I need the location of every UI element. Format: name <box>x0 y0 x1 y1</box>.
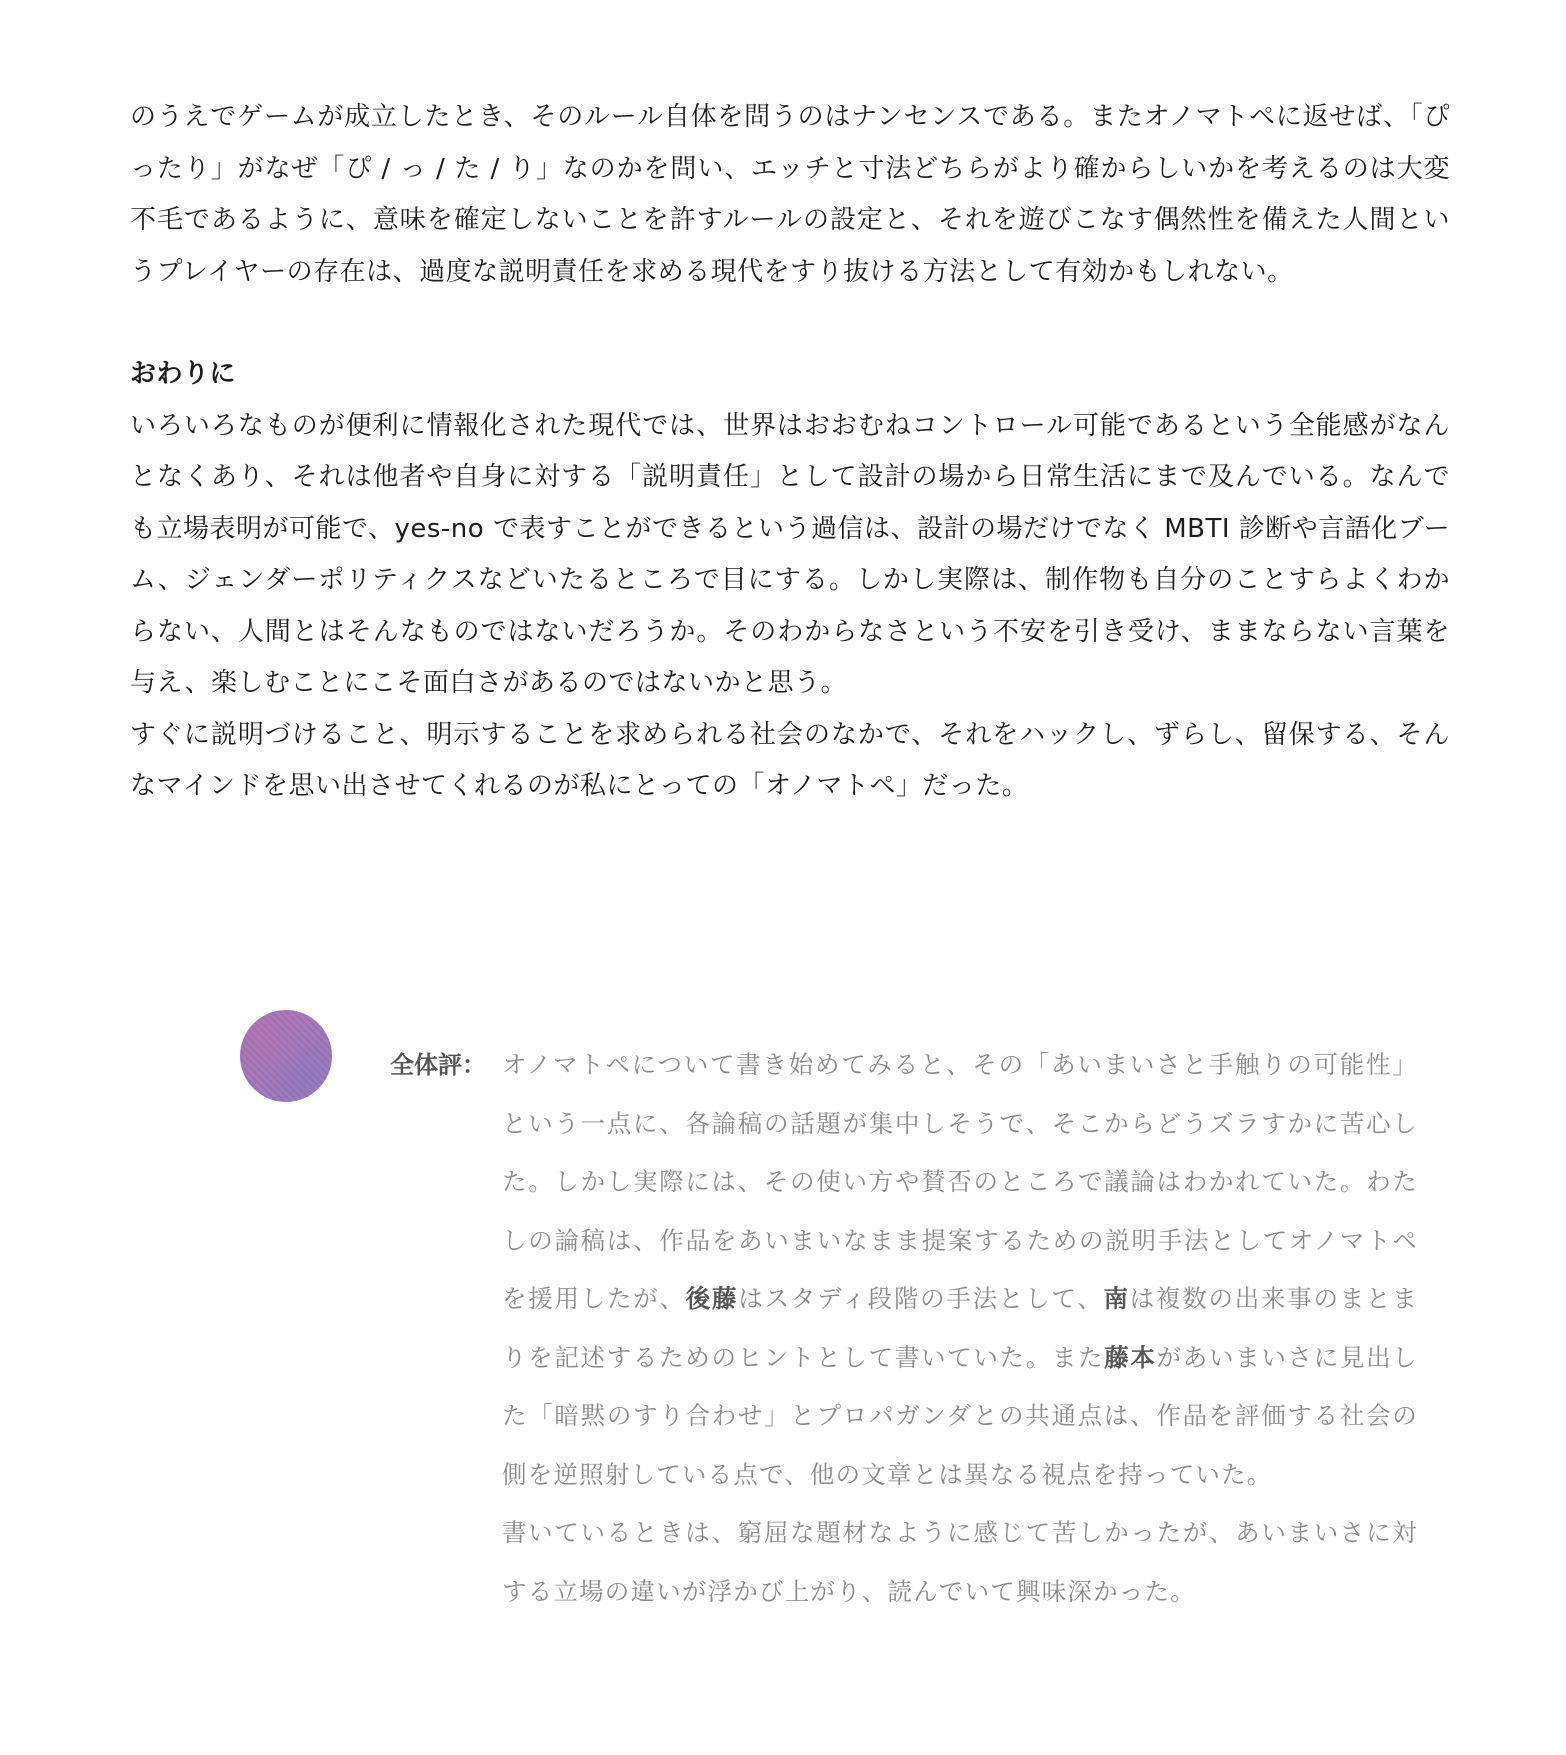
author-name: 藤本 <box>1104 1342 1157 1372</box>
comment-paragraph-2: 書いているときは、窮屈な題材なように感じて苦しかったが、あいまいさに対する立場の違いが浮かび上がり、読んでいて興味深かった。 <box>502 1518 1418 1606</box>
comment-text: があいまいさに見出した「暗黙のすり合わせ」とプロパガンダとの共通点は、作品を評価する社会の側を逆照射している点で、他の文章とは異なる視点を持っていた。 <box>502 1342 1418 1489</box>
section-heading-conclusion: おわりに <box>130 359 237 389</box>
avatar <box>240 1010 332 1102</box>
author-name: 南 <box>1103 1284 1130 1313</box>
author-name: 後藤 <box>685 1284 739 1313</box>
intro-paragraph: のうえでゲームが成立したとき、そのルール自体を問うのはナンセンスである。またオノマトペに返せば、「ぴったり」がなぜ「ぴ / っ / た / り」なのかを問い、エッチと寸法どちらがより確からしいかを考えるのは大変不毛であるように、意味を確定しないことを許すルールの設定と、それを遊びこなす偶然性を備えた人間というプレイヤーの存在は、過度な説明責任を求める現代をすり抜ける方法として有効かもしれない。 <box>130 102 1450 287</box>
comment-text: はスタディ段階の手法として、 <box>738 1284 1104 1313</box>
comment-text: オノマトペについて書き始めてみると、その「あいまいさと手触りの可能性」という一点に、各論稿の話題が集中しそうで、そこからどうズラすかに苦心した。しかし実際には、その使い方や賛否のところで議論はわかれていた。わたしの論稿は、作品をあいまいなまま提案するための説明手法としてオノマトペを援用したが、 <box>502 1050 1418 1313</box>
article-body <box>130 92 1450 813</box>
comment-label: 全体評： <box>390 1051 486 1079</box>
comment-body <box>502 1036 1418 1621</box>
comment-text: は複数の出来事のまとまりを記述するためのヒントとして書いていた。また <box>502 1284 1418 1372</box>
comment-paragraph-1 <box>502 1036 1418 1504</box>
conclusion-paragraph-1: いろいろなものが便利に情報化された現代では、世界はおおむねコントロール可能であるという全能感がなんとなくあり、それは他者や自身に対する「説明責任」として設計の場から日常生活にまで及んでいる。なんでも立場表明が可能で、yes-no で表すことができるという過信は、設計の場だけでなく MBTI 診断や言語化ブーム、ジェンダーポリティクスなどいたるところで目にする。しかし実際は、制作物も自分のことすらよくわからない、人間とはそんなものではないだろうか。そのわからなさという不安を引き受け、ままならない言葉を与え、楽しむことにこそ面白さがあるのではないかと思う。 <box>130 410 1451 698</box>
conclusion-paragraph-2: すぐに説明づけること、明示することを求められる社会のなかで、それをハックし、ずらし、留保する、そんなマインドを思い出させてくれるのが私にとっての「オノマトペ」だった。 <box>130 719 1450 801</box>
